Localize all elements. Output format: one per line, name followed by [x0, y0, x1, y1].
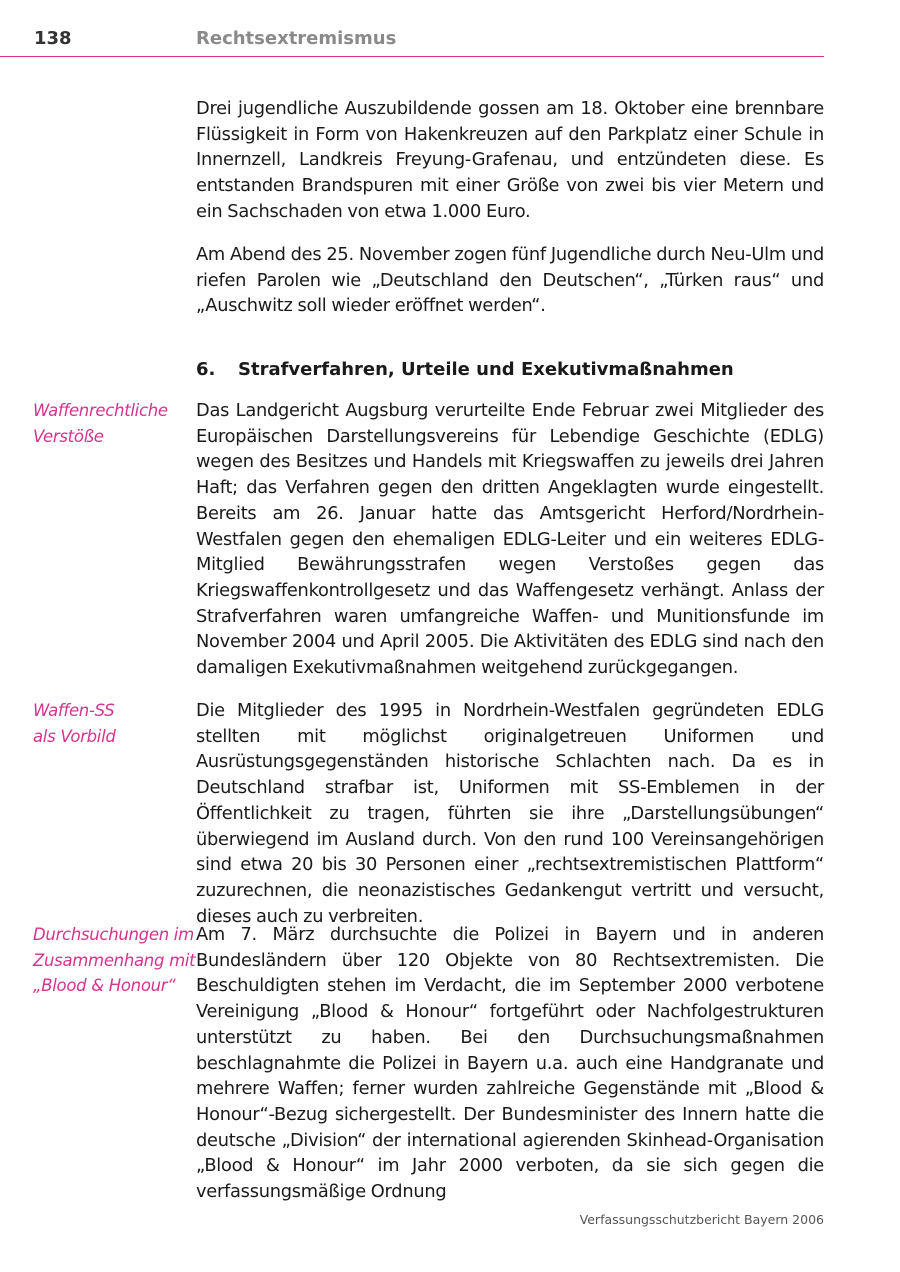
margin-note-line: Zusammenhang mit: [33, 950, 196, 970]
margin-note-line: Waffen-SS: [33, 701, 115, 720]
paragraph-blood-honour-searches: Am 7. März durchsuchte die Polizei in Bayern und in anderen Bundesländern über 120 Objekte von 80 Rechtsextremisten. Die Beschuldigten stehen im Verdacht, die im September 2000 verbotene Vereinigung „Blood & Honour“ fortgeführt oder Nachfolgestrukturen unterstützt zu haben. Bei den Durchsuchungsmaßnahmen beschlagnahmte die Polizei in Bayern u.a. auch eine Handgranate und mehrere Waffen; ferner wurden zahlreiche Gegenstände mit „Blood & Honour“-Bezug sichergestellt. Der Bundesminister des Innern hatte die deutsche „Division“ der international agierenden Skinhead-Organisation „Blood & Honour“ im Jahr 2000 verboten, da sie sich gegen die verfassungsmäßige Ordnung: [196, 924, 824, 1203]
margin-note-line: „Blood & Honour“: [33, 976, 176, 995]
paragraph-edlg-verdicts: Das Landgericht Augsburg verurteilte Ende Februar zwei Mitglieder des Europäischen Darstellungsvereins für Lebendige Geschichte (EDLG) wegen des Besitzes und Handels mit Kriegswaffen zu jeweils drei Jahren Haft; das Verfahren gegen den dritten Angeklagten wurde eingestellt. Bereits am 26. Januar hatte das Amtsgericht Herford/Nordrhein-Westfalen gegen den ehemaligen EDLG-Leiter und ein weiteres EDLG-Mitglied Bewährungsstrafen wegen Verstoßes gegen das Kriegswaffenkontrollgesetz und das Waffengesetz verhängt. Anlass der Strafverfahren waren umfangreiche Waffen- und Munitionsfunde im November 2004 und April 2005. Die Aktivitäten des EDLG sind nach den damaligen Exekutivmaßnahmen weitgehend zurückgegangen.: [196, 400, 824, 679]
margin-note-line: Waffenrechtliche: [33, 401, 168, 420]
margin-note-searches-blood-honour: [33, 922, 196, 999]
margin-note-waffen-ss: [33, 698, 191, 749]
margin-note-line: Verstöße: [33, 426, 104, 446]
margin-note-line: als Vorbild: [33, 726, 116, 746]
running-title: Rechtsextremismus: [196, 28, 397, 49]
margin-note-line: Durchsuchungen im: [33, 925, 194, 944]
paragraph-edlg-members: Die Mitglieder des 1995 in Nordrhein-Westfalen gegründeten EDLG stellten mit möglichst originalgetreuen Uniformen und Ausrüstungsgegenständen historische Schlachten nach. Da es in Deutschland strafbar ist, Uniformen mit SS-Emblemen in der Öffentlichkeit zu tragen, führten sie ihre „Darstellungsübungen“ überwiegend im Ausland durch. Von den rund 100 Vereinsangehörigen sind etwa 20 bis 30 Personen einer „rechtsextremistischen Plattform“ zuzurechnen, die neonazistisches Gedankengut vertritt und versucht, dieses auch zu verbreiten.: [196, 700, 824, 927]
section-heading: [196, 357, 824, 383]
paragraph-neu-ulm-slogans: Am Abend des 25. November zogen fünf Jugendliche durch Neu-Ulm und riefen Parolen wie „Deutschland den Deutschen“, „Türken raus“ und „Auschwitz soll wieder eröffnet werden“.: [196, 244, 824, 317]
margin-note-weapons-violations: [33, 398, 191, 449]
page-number: 138: [34, 28, 72, 49]
paragraph-swastika-arson: Drei jugendliche Auszubildende gossen am 18. Oktober eine brennbare Flüssigkeit in Form von Hakenkreuzen auf den Parkplatz einer Schule in Innernzell, Landkreis Freyung-Grafenau, und entzündeten diese. Es entstanden Brandspuren mit einer Größe von zwei bis vier Metern und ein Sachschaden von etwa 1.000 Euro.: [196, 98, 824, 222]
section-number: 6.: [196, 359, 216, 380]
running-header: [0, 26, 824, 57]
section-title: Strafverfahren, Urteile und Exekutivmaßnahmen: [238, 359, 734, 380]
page-footer: Verfassungsschutzbericht Bayern 2006: [579, 1212, 824, 1227]
